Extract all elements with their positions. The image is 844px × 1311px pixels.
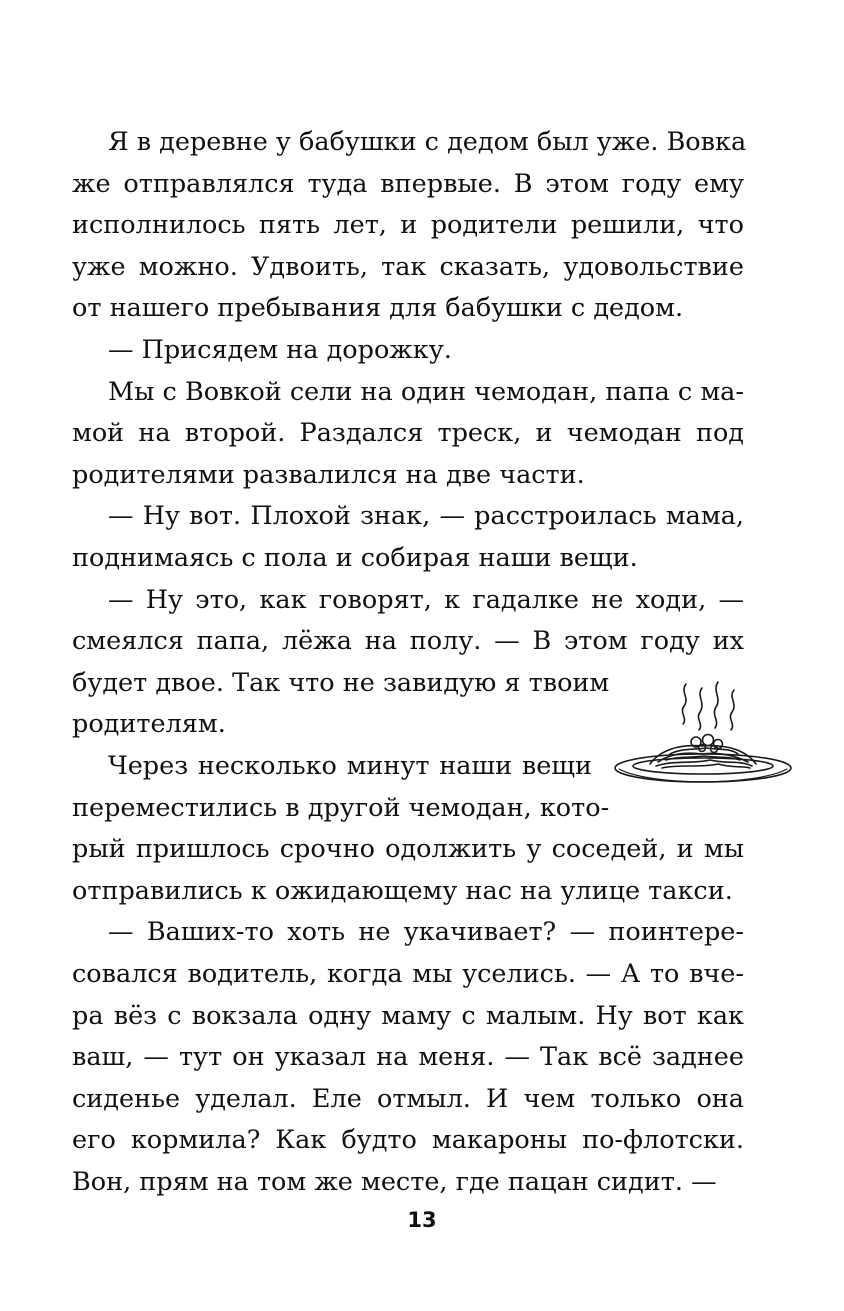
text-line: сиденье уделал. Еле отмыл. И чем только она: [72, 1083, 744, 1114]
text-line: же отправлялся туда впервые. В этом году ему: [72, 168, 744, 199]
text-line: Я в деревне у бабушки с дедом был уже. Вовка: [108, 127, 747, 157]
text-line: Мы с Вовкой сели на один чемодан, папа с ма-: [108, 376, 744, 407]
text-line: Вон, прям на том же месте, где пацан сидит. —: [72, 1167, 717, 1197]
page-number: 13: [407, 1208, 437, 1232]
text-line: уже можно. Удвоить, так сказать, удовольствие: [72, 251, 744, 282]
text-line: смеялся папа, лёжа на полу. — В этом году их: [72, 626, 744, 657]
text-line: рый пришлось срочно одолжить у соседей, и мы: [72, 834, 744, 865]
text-line: переместились в другой чемодан, кото-: [72, 792, 610, 823]
text-line: — Ваших-то хоть не укачивает? — поинтере-: [108, 917, 744, 948]
text-line: ваш, — тут он указал на меня. — Так всё заднее: [72, 1042, 744, 1073]
text-line: мой на второй. Раздался треск, и чемодан под: [72, 418, 744, 449]
text-line: поднимаясь с пола и собирая наши вещи.: [72, 543, 638, 573]
text-line: ра вёз с вокзала одну маму с малым. Ну вот как: [72, 1000, 744, 1031]
text-line: его кормила? Как будто макароны по-флотски.: [72, 1125, 744, 1156]
text-line: — Ну вот. Плохой знак, — расстроилась мама,: [108, 501, 744, 532]
text-line: от нашего пребывания для бабушки с дедом.: [72, 293, 684, 324]
text-line: отправились к ожидающему нас на улице такси.: [72, 875, 733, 906]
text-line: — Присядем на дорожку.: [108, 335, 452, 365]
plate-of-pasta-icon: [610, 676, 796, 792]
text-line: будет двое. Так что не завидую я твоим: [72, 667, 610, 698]
text-line: исполнилось пять лет, и родители решили, что: [72, 210, 744, 241]
text-line: Через несколько минут наши вещи: [108, 751, 592, 781]
text-line: родителями развалился на две части.: [72, 459, 585, 490]
text-line: совался водитель, когда мы уселись. — А то вче-: [72, 959, 744, 989]
text-line: — Ну это, как говорят, к гадалке не ходи, —: [108, 584, 744, 615]
text-line: родителям.: [72, 709, 226, 740]
